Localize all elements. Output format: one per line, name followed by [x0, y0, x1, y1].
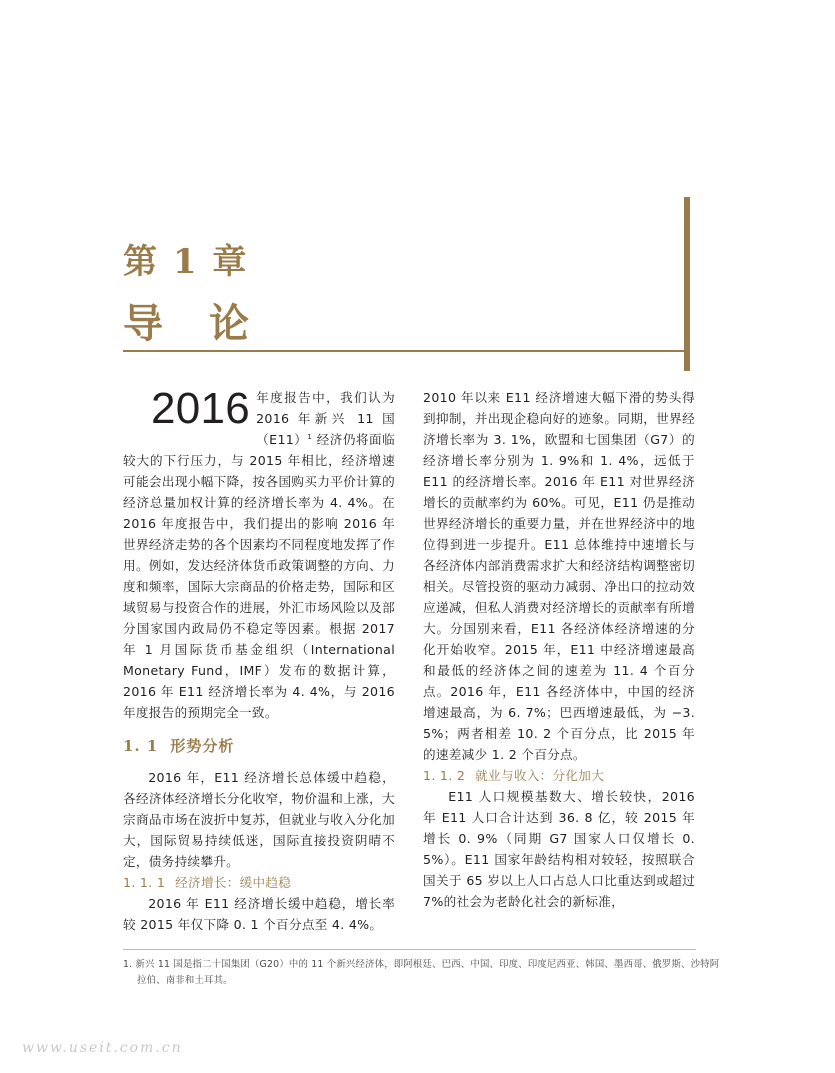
subsection-title-1: 经济增长：缓中趋稳 [175, 875, 292, 890]
subsection-paragraph-1: 2016 年 E11 经济增长缓中趋稳，增长率较 2015 年仅下降 0. 1 个百分点至 4. 4%。 [123, 896, 395, 932]
right-column [423, 387, 695, 912]
subsection-number-1: 1. 1. 1 [123, 875, 166, 890]
chapter-number: 第 1 章 [123, 242, 249, 282]
subsection-number-2: 1. 1. 2 [423, 768, 466, 783]
section-title: 形势分析 [170, 737, 235, 755]
subsection-heading-2 [423, 765, 695, 786]
chapter-rule [123, 350, 686, 352]
section-paragraph: 2016 年，E11 经济增长总体缓中趋稳，各经济体经济增长分化收窄，物价温和上涨，大宗商品市场在波折中复苏，但就业与收入分化加大，国际贸易持续低迷，国际直接投资阴晴不定，债务持续攀升。 [123, 770, 395, 869]
dropcap-year: 2016 [151, 384, 251, 433]
intro-paragraph [123, 384, 396, 723]
left-column [123, 384, 396, 935]
footnote-marker[interactable]: 1 [307, 432, 313, 441]
watermark: www.useit.com.cn [22, 1040, 183, 1056]
section-number: 1. 1 [123, 737, 159, 755]
subsection-title-2: 就业与收入：分化加大 [475, 768, 605, 783]
subsection-paragraph-2: E11 人口规模基数大、增长较快，2016 年 E11 人口合计达到 36. 8 亿，较 2015 年增长 0. 9%（同期 G7 国家人口仅增长 0. 5%）。E11 国家年龄结构相对较轻，按照联合国关于 65 岁以上人口占总人口比重达到或超过 7%的社会为老龄化社会的新标准， [423, 789, 695, 909]
subsection-heading-1 [123, 872, 395, 893]
chapter-accent-bar [684, 197, 690, 371]
footnote: 1. 新兴 11 国是指二十国集团（G20）中的 11 个新兴经济体，即阿根廷、巴西、中国、印度、印度尼西亚、韩国、墨西哥、俄罗斯、沙特阿拉伯、南非和土耳其。 [123, 959, 720, 986]
intro-text-part1: 年度报告中，我们认为 2016 年新兴 11 国（E11） [256, 390, 395, 447]
chapter-title: 导论 [123, 301, 295, 347]
section-heading [123, 733, 395, 759]
intro-text-part2: 经济仍将面临较大的下行压力，与 2015 年相比，经济增速可能会出现小幅下降，按各国购买力平价计算的经济总量加权计算的经济增长率为 4. 4%。在 2016 年度报告中，我们提出的影响 2016 年世界经济走势的各个因素均不同程度地发挥了作用。例如，发达经济体货币政策调整的方向、力度和频率，国际大宗商品的价格走势，国际和区域贸易与投资合作的进展，外汇市场风险以及部分国家国内政局仍不稳定等因素。根据 2017 年 1 月国际货币基金组织（International Monetary Fund，IMF）发布的数据计算，2016 年 E11 经济增长率为 4. 4%，与 2016 年度报告的预期完全一致。 [123, 432, 396, 720]
footnote-rule [123, 949, 696, 950]
continued-paragraph: 2010 年以来 E11 经济增速大幅下滑的势头得到抑制，并出现企稳向好的迹象。同期，世界经济增长率为 3. 1%，欧盟和七国集团（G7）的经济增长率分别为 1. 9%和 1. 4%，远低于 E11 的经济增长率。2016 年 E11 对世界经济增长的贡献率约为 60%。可见，E11 仍是推动世界经济增长的重要力量，并在世界经济中的地位得到进一步提升。E11 总体维持中速增长与各经济体内部消费需求扩大和经济结构调整密切相关。尽管投资的驱动力减弱、净出口的拉动效应递减，但私人消费对经济增长的贡献率有所增大。分国别来看，E11 各经济体经济增速的分化开始收窄。2015 年，E11 中经济增速最高和最低的经济体之间的速差为 11. 4 个百分点。2016 年，E11 各经济体中，中国的经济增速最高，为 6. 7%；巴西增速最低，为 −3. 5%；两者相差 10. 2 个百分点，比 2015 年的速差减少 1. 2 个百分点。 [423, 390, 695, 762]
